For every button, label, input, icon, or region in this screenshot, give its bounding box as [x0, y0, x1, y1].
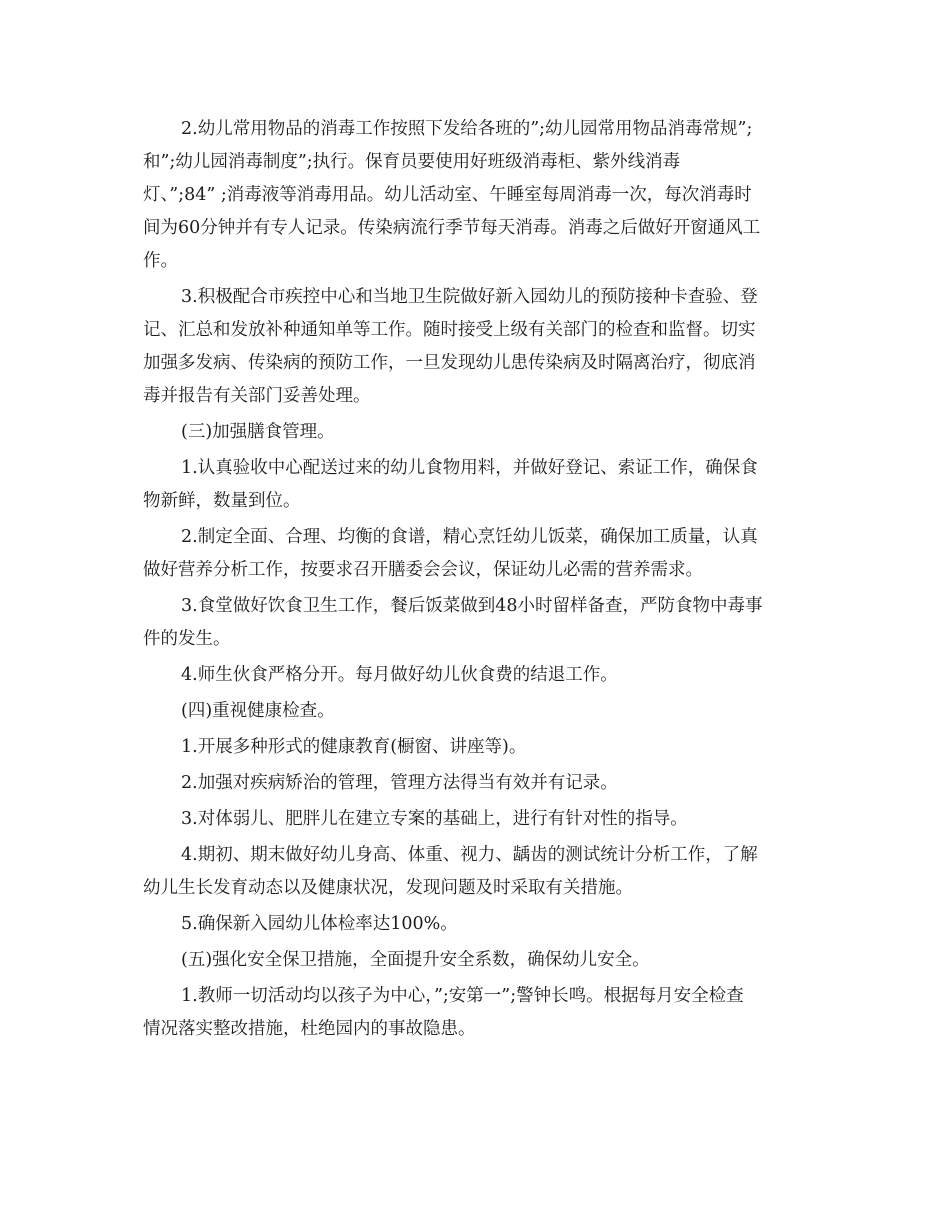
text-line: 5.确保新入园幼儿体检率达100%。 [181, 914, 458, 934]
text-line: 4.期初、期末做好幼儿身高、体重、视力、龋齿的测试统计分析工作，了解 [181, 845, 758, 865]
section-heading: (四)重视健康检查。 [181, 701, 335, 721]
section-heading-safety [143, 944, 807, 977]
text-line: 2.幼儿常用物品的消毒工作按照下发给各班的”;幼儿园常用物品消毒常规”; [181, 119, 753, 139]
paragraph-safety-1 [143, 980, 807, 1046]
paragraph-health-4 [143, 839, 807, 905]
text-line: 毒并报告有关部门妥善处理。 [143, 386, 371, 406]
text-line: 1.教师一切活动均以孩子为中心，”;安第一”;警钟长鸣。根据每月安全检查 [181, 986, 744, 1006]
text-line: 幼儿生长发育动态以及健康状况，发现问题及时采取有关措施。 [143, 878, 633, 898]
section-heading-diet [143, 416, 807, 449]
text-line: 3.对体弱儿、肥胖儿在建立专案的基础上，进行有针对性的指导。 [181, 809, 688, 829]
text-line: 和”;幼儿园消毒制度”;执行。保育员要使用好班级消毒柜、紫外线消毒 [143, 152, 681, 172]
section-heading: (五)强化安全保卫措施，全面提升安全系数，确保幼儿安全。 [181, 950, 650, 970]
text-line: 3.积极配合市疾控中心和当地卫生院做好新入园幼儿的预防接种卡查验、登 [181, 287, 758, 307]
text-line: 物新鲜，数量到位。 [143, 491, 301, 511]
paragraph-disinfection-items [143, 113, 807, 278]
paragraph-diet-2 [143, 521, 807, 587]
text-line: 做好营养分析工作，按要求召开膳委会会议，保证幼儿必需的营养需求。 [143, 560, 703, 580]
paragraph-health-2 [143, 767, 807, 800]
text-line: 3.食堂做好饮食卫生工作，餐后饭菜做到48小时留样备查，严防食物中毒事 [181, 596, 763, 616]
section-heading-health-check [143, 695, 807, 728]
paragraph-health-5 [143, 908, 807, 941]
section-heading: (三)加强膳食管理。 [181, 422, 335, 442]
text-line: 4.师生伙食严格分开。每月做好幼儿伙食费的结退工作。 [181, 665, 618, 685]
paragraph-diet-3 [143, 590, 807, 656]
text-line: 作。 [143, 251, 178, 271]
text-line: 灯、”;84” ;消毒液等消毒用品。幼儿活动室、午睡室每周消毒一次，每次消毒时 [143, 185, 752, 205]
text-line: 件的发生。 [143, 629, 231, 649]
text-line: 情况落实整改措施，杜绝园内的事故隐患。 [143, 1019, 476, 1039]
paragraph-diet-4 [143, 659, 807, 692]
document-body [143, 113, 807, 1049]
paragraph-vaccination [143, 281, 807, 413]
text-line: 间为60分钟并有专人记录。传染病流行季节每天消毒。消毒之后做好开窗通风工 [143, 218, 761, 238]
text-line: 1.认真验收中心配送过来的幼儿食物用料，并做好登记、索证工作，确保食 [181, 458, 758, 478]
text-line: 2.加强对疾病矫治的管理，管理方法得当有效并有记录。 [181, 773, 618, 793]
text-line: 1.开展多种形式的健康教育(橱窗、讲座等)。 [181, 737, 527, 757]
paragraph-diet-1 [143, 452, 807, 518]
text-line: 2.制定全面、合理、均衡的食谱，精心烹饪幼儿饭菜，确保加工质量，认真 [181, 527, 758, 547]
text-line: 加强多发病、传染病的预防工作，一旦发现幼儿患传染病及时隔离治疗，彻底消 [143, 353, 756, 373]
text-line: 记、汇总和发放补种通知单等工作。随时接受上级有关部门的检查和监督。切实 [143, 320, 756, 340]
paragraph-health-1 [143, 731, 807, 764]
paragraph-health-3 [143, 803, 807, 836]
